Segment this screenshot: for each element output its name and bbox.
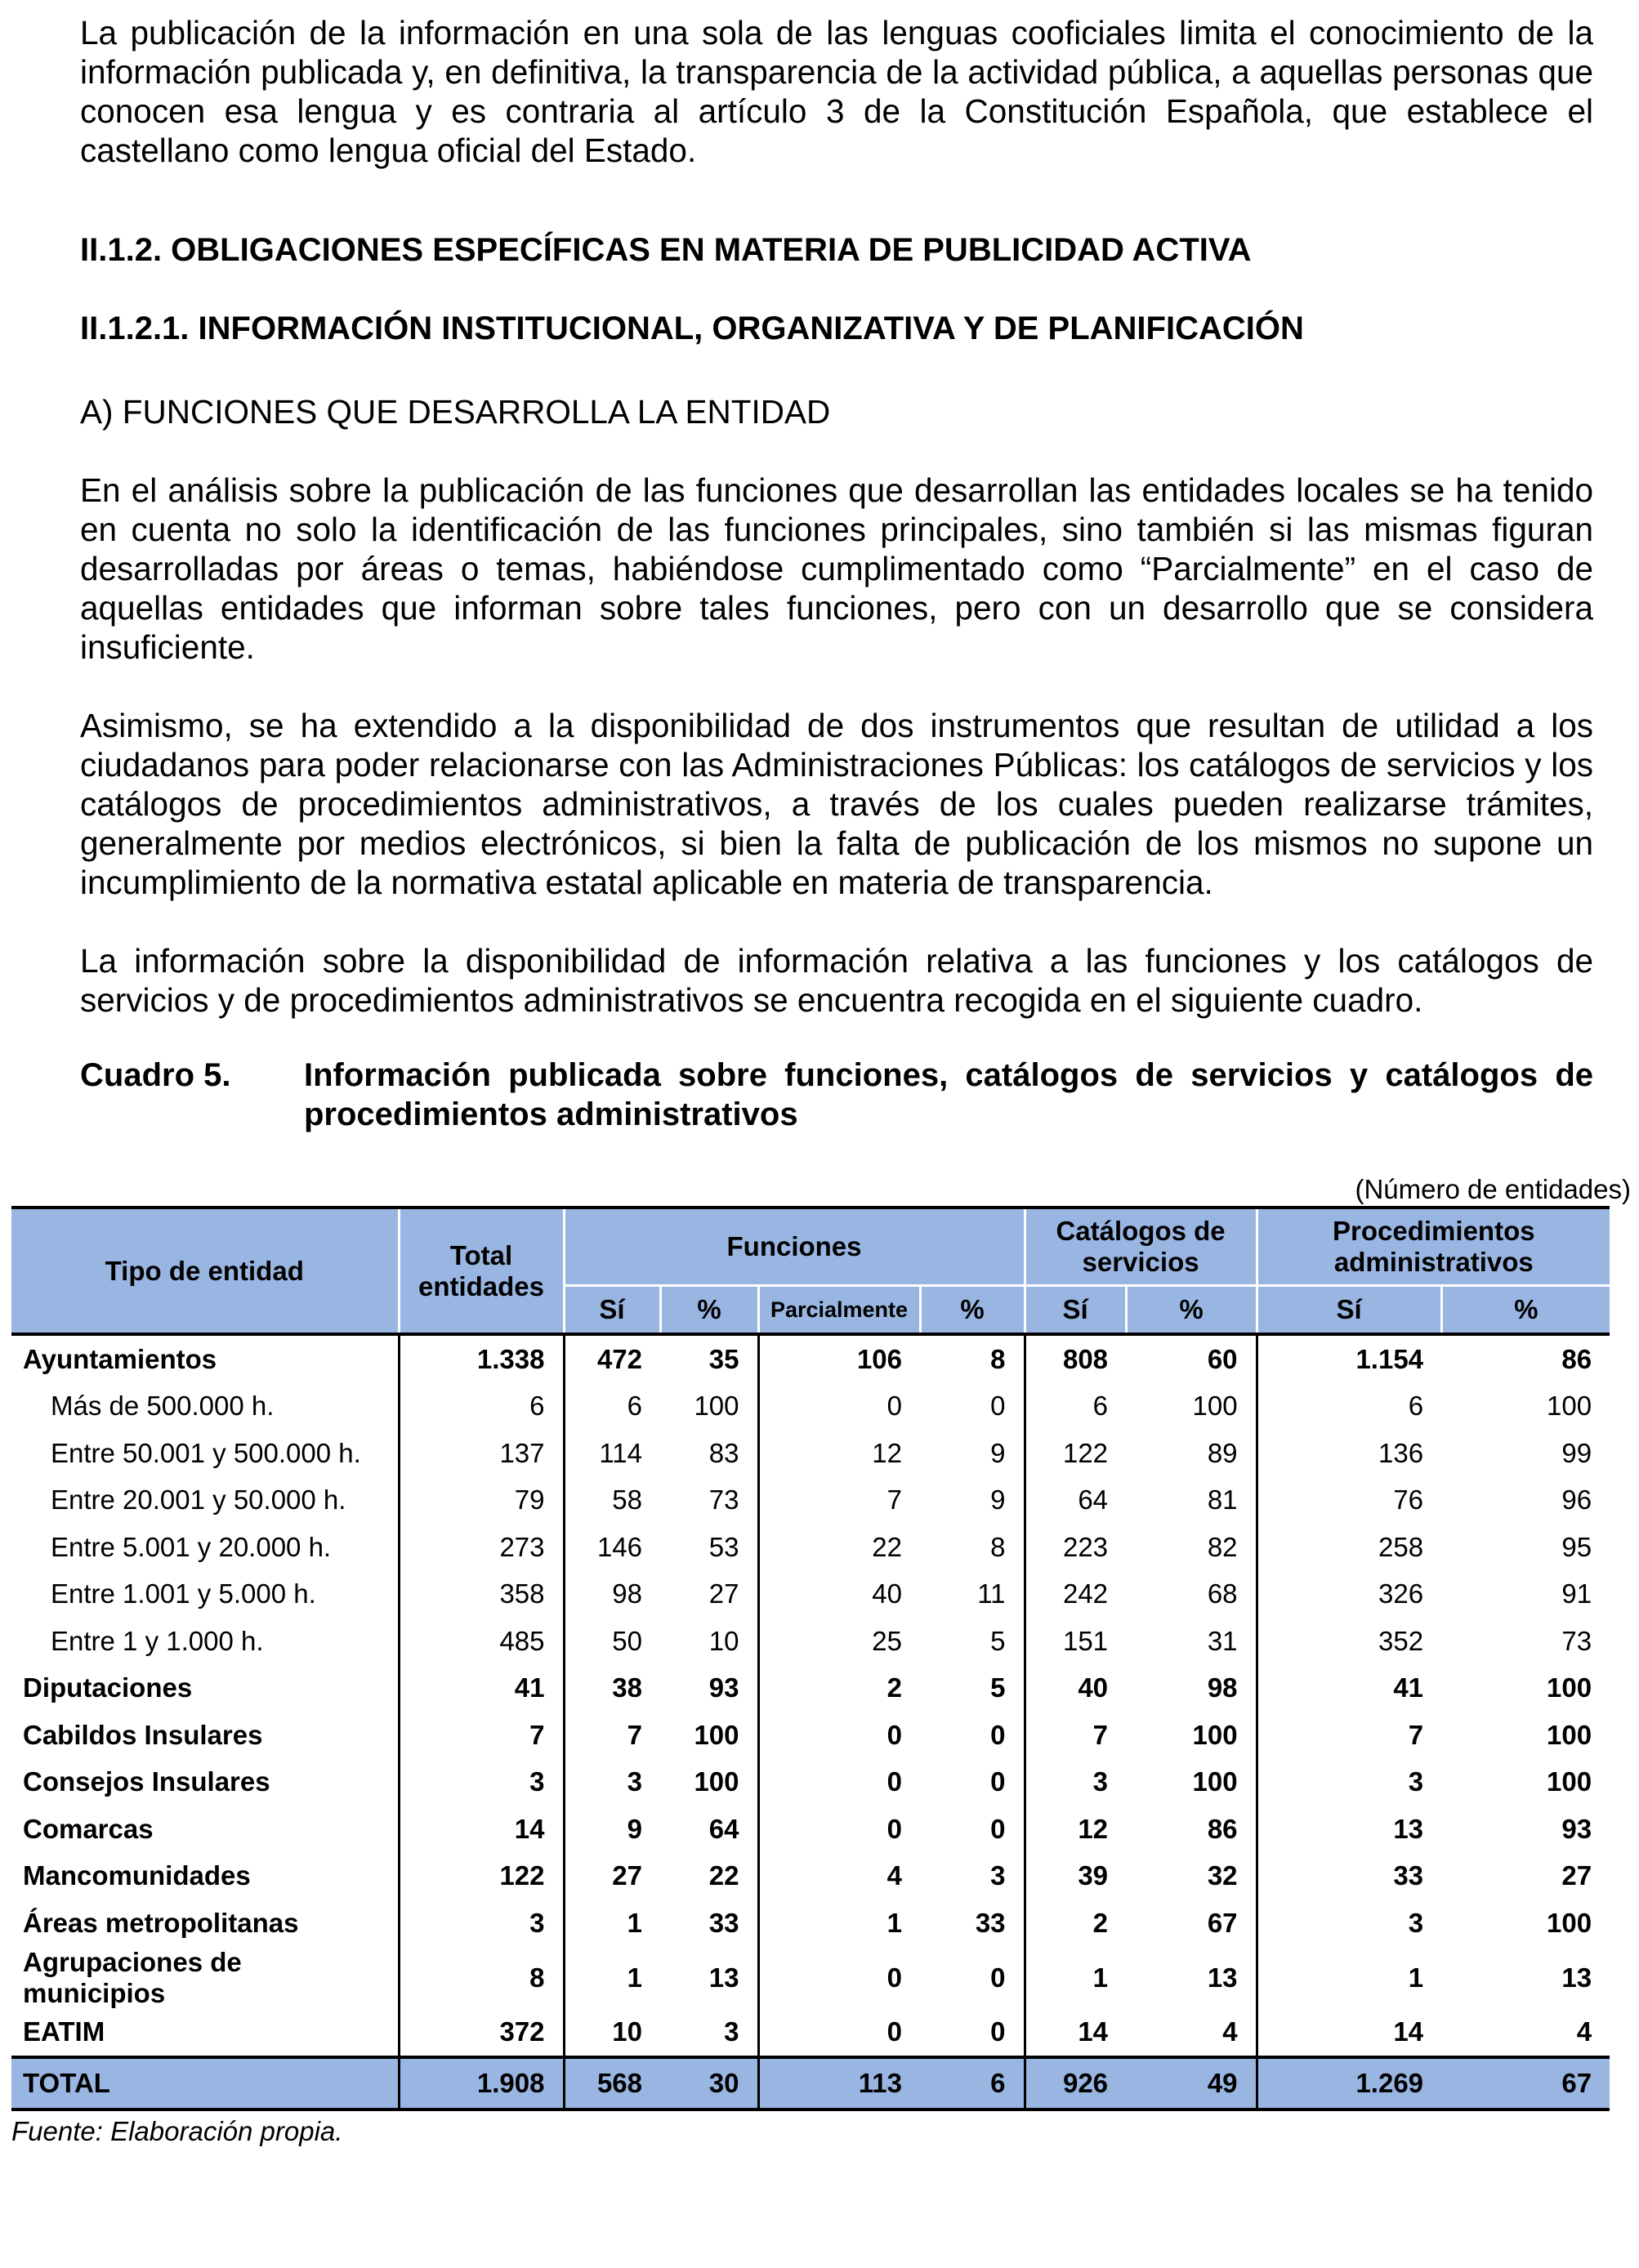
total-cell: 1.269 bbox=[1257, 2057, 1441, 2110]
table-cell: 151 bbox=[1025, 1618, 1126, 1665]
table-cell: 33 bbox=[708, 1907, 739, 1938]
total-cell: 6 bbox=[920, 2057, 1025, 2110]
table-cell: 100 bbox=[1192, 1719, 1238, 1750]
table-cell: 352 bbox=[1257, 1618, 1441, 1665]
table-cell: 9 bbox=[564, 1806, 660, 1853]
table-cell: 6 bbox=[1025, 1383, 1126, 1431]
table-cell: 13 bbox=[1207, 1962, 1238, 1993]
table-cell: 1 bbox=[1257, 1947, 1441, 2009]
total-cell: 30 bbox=[660, 2057, 758, 2110]
total-label: TOTAL bbox=[11, 2057, 399, 2110]
table-cell: 64 bbox=[1025, 1477, 1126, 1525]
table-cell: 0 bbox=[990, 1391, 1006, 1422]
table-cell: 1.338 bbox=[399, 1334, 564, 1383]
table-cell: 10 bbox=[708, 1625, 739, 1656]
table-row bbox=[11, 1900, 1610, 1947]
table-cell: 13 bbox=[1257, 1806, 1441, 1853]
table-cell: 27 bbox=[1561, 1860, 1592, 1891]
table-cell: 14 bbox=[1257, 2009, 1441, 2058]
table-cell: 73 bbox=[708, 1484, 739, 1516]
row-label: Cabildos Insulares bbox=[23, 1719, 263, 1750]
table-cell: 3 bbox=[399, 1759, 564, 1806]
row-label: Entre 50.001 y 500.000 h. bbox=[51, 1437, 361, 1468]
table-cell: 114 bbox=[564, 1430, 660, 1477]
table-cell: 0 bbox=[990, 1962, 1006, 1993]
table-cell: 39 bbox=[1025, 1853, 1126, 1900]
paragraph-analisis-funciones: En el análisis sobre la publicación de las funciones que desarrollan las entidades locales se ha tenido en cuenta no solo la identificación de las funciones principales, sino también si las mismas figuran desarrolladas por áreas o temas, habiéndose cumplimentado como “Parcialmente” en el caso de aquellas entidades que informan sobre tales funciones, pero con un desarrollo que se considera insuficiente. bbox=[80, 471, 1593, 666]
table-cell: 40 bbox=[1025, 1665, 1126, 1712]
table-cell: 86 bbox=[1207, 1813, 1238, 1844]
paragraph-lenguas-cooficiales: La publicación de la información en una sola de las lenguas cooficiales limita el conocimiento de la información publicada y, en definitiva, la transparencia de la actividad pública, a aquellas personas que conocen esa lengua y es contraria al artículo 3 de la Constitución Española, que establece el castellano como lengua oficial del Estado. bbox=[80, 14, 1593, 169]
header-funciones: Funciones bbox=[564, 1208, 1025, 1286]
table-cell: 95 bbox=[1561, 1531, 1592, 1562]
table-cell: 41 bbox=[1257, 1665, 1441, 1712]
subheader-catalogos-si: Sí bbox=[1025, 1286, 1126, 1335]
table-row bbox=[11, 1947, 1610, 2009]
table-cell: 31 bbox=[1207, 1625, 1238, 1656]
table-cell: 93 bbox=[1561, 1813, 1592, 1844]
header-procedimientos: Procedimientos administrativos bbox=[1257, 1208, 1610, 1286]
table-total-row bbox=[11, 2057, 1610, 2110]
table-cell: 9 bbox=[990, 1484, 1006, 1516]
row-label: Entre 20.001 y 50.000 h. bbox=[51, 1484, 346, 1516]
table-cell: 273 bbox=[399, 1524, 564, 1571]
table-cell: 13 bbox=[1561, 1962, 1592, 1993]
table-row bbox=[11, 1853, 1610, 1900]
row-label: Áreas metropolitanas bbox=[23, 1907, 299, 1938]
paragraph-instrumentos: Asimismo, se ha extendido a la disponibilidad de dos instrumentos que resultan de utilidad a los ciudadanos para poder relacionarse con las Administraciones Públicas: los catálogos de servicios y los catálogos de procedimientos administrativos, a través de los cuales pueden realizarse trámites, generalmente por medios electrónicos, si bien la falta de publicación de los mismos no supone un incumplimiento de la normativa estatal aplicable en materia de transparencia. bbox=[80, 707, 1593, 901]
table-cell: 0 bbox=[990, 1766, 1006, 1797]
table-cell: 1 bbox=[564, 1900, 660, 1947]
table-row bbox=[11, 1712, 1610, 1759]
section-heading-obligaciones: II.1.2. OBLIGACIONES ESPECÍFICAS EN MATERIA DE PUBLICIDAD ACTIVA bbox=[80, 232, 1252, 268]
table-row bbox=[11, 2009, 1610, 2058]
row-label: Más de 500.000 h. bbox=[51, 1391, 275, 1422]
table-cell: 13 bbox=[708, 1962, 739, 1993]
table-cell: 0 bbox=[758, 1806, 920, 1853]
table-cell: 40 bbox=[758, 1571, 920, 1618]
table-row bbox=[11, 1430, 1610, 1477]
table-cell: 100 bbox=[1192, 1766, 1238, 1797]
table-cell: 122 bbox=[1025, 1430, 1126, 1477]
table-cell: 64 bbox=[708, 1813, 739, 1844]
row-label: Diputaciones bbox=[23, 1672, 193, 1703]
table-row bbox=[11, 1571, 1610, 1618]
table-cell: 106 bbox=[758, 1334, 920, 1383]
table-row bbox=[11, 1759, 1610, 1806]
table-cell: 12 bbox=[758, 1430, 920, 1477]
table-cell: 25 bbox=[758, 1618, 920, 1665]
table-row bbox=[11, 1383, 1610, 1431]
table-cell: 0 bbox=[990, 2016, 1006, 2047]
table-cell: 76 bbox=[1257, 1477, 1441, 1525]
table-cell: 33 bbox=[975, 1907, 1006, 1938]
table-cell: 89 bbox=[1207, 1437, 1238, 1468]
subheader-catalogos-pct: % bbox=[1126, 1286, 1257, 1335]
table-cell: 14 bbox=[1025, 2009, 1126, 2058]
total-cell: 49 bbox=[1126, 2057, 1257, 2110]
table-cell: 10 bbox=[564, 2009, 660, 2058]
table-cell: 32 bbox=[1207, 1860, 1238, 1891]
table-cell: 0 bbox=[990, 1719, 1006, 1750]
table-row bbox=[11, 1334, 1610, 1383]
table-cell: 3 bbox=[399, 1900, 564, 1947]
table-cell: 0 bbox=[758, 1947, 920, 2009]
table-unit-note: (Número de entidades) bbox=[1355, 1174, 1631, 1204]
table-cell: 0 bbox=[990, 1813, 1006, 1844]
table-cell: 98 bbox=[564, 1571, 660, 1618]
table-cell: 5 bbox=[990, 1625, 1006, 1656]
subheader-procedimientos-si: Sí bbox=[1257, 1286, 1441, 1335]
table-cell: 223 bbox=[1025, 1524, 1126, 1571]
total-cell: 568 bbox=[564, 2057, 660, 2110]
table-cell: 100 bbox=[1547, 1719, 1592, 1750]
table-cell: 136 bbox=[1257, 1430, 1441, 1477]
table-cell: 4 bbox=[758, 1853, 920, 1900]
table-cell: 472 bbox=[564, 1334, 660, 1383]
row-label: Mancomunidades bbox=[23, 1860, 251, 1891]
table-cell: 73 bbox=[1561, 1625, 1592, 1656]
table-cell: 6 bbox=[1257, 1383, 1441, 1431]
table-cell: 2 bbox=[758, 1665, 920, 1712]
table-body bbox=[11, 1334, 1610, 2057]
table-cell: 7 bbox=[1025, 1712, 1126, 1759]
table-cell: 4 bbox=[1222, 2016, 1238, 2047]
row-label: Entre 5.001 y 20.000 h. bbox=[51, 1531, 332, 1562]
table-cell: 22 bbox=[708, 1860, 739, 1891]
table-cell: 79 bbox=[399, 1477, 564, 1525]
table-cell: 91 bbox=[1561, 1578, 1592, 1609]
table-cell: 60 bbox=[1207, 1343, 1238, 1374]
table-cell: 6 bbox=[564, 1383, 660, 1431]
row-label: Ayuntamientos bbox=[23, 1343, 217, 1374]
table-cell: 33 bbox=[1257, 1853, 1441, 1900]
header-catalogos-servicios: Catálogos de servicios bbox=[1025, 1208, 1257, 1286]
table-cell: 6 bbox=[399, 1383, 564, 1431]
table-cell: 12 bbox=[1025, 1806, 1126, 1853]
table-cell: 38 bbox=[564, 1665, 660, 1712]
table-cell: 326 bbox=[1257, 1571, 1441, 1618]
table-cell: 96 bbox=[1561, 1484, 1592, 1516]
table-cell: 27 bbox=[564, 1853, 660, 1900]
section-heading-informacion-institucional: II.1.2.1. INFORMACIÓN INSTITUCIONAL, ORGANIZATIVA Y DE PLANIFICACIÓN bbox=[80, 310, 1304, 346]
subheader-funciones-si: Sí bbox=[564, 1286, 660, 1335]
table-cell: 27 bbox=[708, 1578, 739, 1609]
table-cell: 11 bbox=[977, 1578, 1006, 1609]
row-label: Entre 1.001 y 5.000 h. bbox=[51, 1578, 316, 1609]
table-cell: 808 bbox=[1025, 1334, 1126, 1383]
row-label: Entre 1 y 1.000 h. bbox=[51, 1625, 264, 1656]
table-cell: 7 bbox=[758, 1477, 920, 1525]
table-cell: 7 bbox=[564, 1712, 660, 1759]
table-cell: 1 bbox=[758, 1900, 920, 1947]
table-row bbox=[11, 1524, 1610, 1571]
subheader-funciones-pct: % bbox=[660, 1286, 758, 1335]
table-cell: 14 bbox=[399, 1806, 564, 1853]
table-cell: 8 bbox=[990, 1531, 1006, 1562]
table-cell: 82 bbox=[1207, 1531, 1238, 1562]
table-row bbox=[11, 1618, 1610, 1665]
table-cell: 0 bbox=[758, 1383, 920, 1431]
table-cell: 100 bbox=[1547, 1766, 1592, 1797]
table-cell: 68 bbox=[1207, 1578, 1238, 1609]
table-cell: 41 bbox=[399, 1665, 564, 1712]
table-cell: 35 bbox=[708, 1343, 739, 1374]
table-cell: 100 bbox=[1192, 1391, 1238, 1422]
table-cell: 4 bbox=[1576, 2016, 1592, 2047]
table-cell: 100 bbox=[694, 1766, 739, 1797]
table-cell: 22 bbox=[758, 1524, 920, 1571]
subsection-heading-funciones: A) FUNCIONES QUE DESARROLLA LA ENTIDAD bbox=[80, 393, 831, 431]
table-cell: 122 bbox=[399, 1853, 564, 1900]
subheader-parcialmente: Parcialmente bbox=[758, 1286, 920, 1335]
table-source-note: Fuente: Elaboración propia. bbox=[11, 2116, 343, 2146]
subheader-procedimientos-pct: % bbox=[1441, 1286, 1610, 1335]
table-cell: 3 bbox=[1025, 1759, 1126, 1806]
subheader-parcialmente-pct: % bbox=[920, 1286, 1025, 1335]
table-cell: 86 bbox=[1561, 1343, 1592, 1374]
table-cell: 1.154 bbox=[1257, 1334, 1441, 1383]
table-cell: 7 bbox=[1257, 1712, 1441, 1759]
table-cell: 100 bbox=[1547, 1391, 1592, 1422]
table-cell: 100 bbox=[694, 1719, 739, 1750]
paragraph-cuadro-intro: La información sobre la disponibilidad de información relativa a las funciones y los catálogos de servicios y de procedimientos administrativos se encuentra recogida en el siguiente cuadro. bbox=[80, 942, 1593, 1019]
table-cell: 3 bbox=[1257, 1900, 1441, 1947]
cuadro-5-table bbox=[11, 1206, 1610, 2111]
table-cell: 67 bbox=[1207, 1907, 1238, 1938]
table-cell: 58 bbox=[564, 1477, 660, 1525]
total-cell: 67 bbox=[1441, 2057, 1610, 2110]
table-cell: 100 bbox=[1547, 1672, 1592, 1703]
table-cell: 137 bbox=[399, 1430, 564, 1477]
table-cell: 83 bbox=[708, 1437, 739, 1468]
table-cell: 98 bbox=[1207, 1672, 1238, 1703]
table-cell: 0 bbox=[758, 1759, 920, 1806]
table-cell: 99 bbox=[1561, 1437, 1592, 1468]
table-cell: 100 bbox=[694, 1391, 739, 1422]
table-cell: 50 bbox=[564, 1618, 660, 1665]
total-cell: 113 bbox=[758, 2057, 920, 2110]
table-cell: 100 bbox=[1547, 1907, 1592, 1938]
table-row bbox=[11, 1806, 1610, 1853]
row-label: Comarcas bbox=[23, 1813, 154, 1844]
table-cell: 7 bbox=[399, 1712, 564, 1759]
table-cell: 3 bbox=[564, 1759, 660, 1806]
table-cell: 53 bbox=[708, 1531, 739, 1562]
table-cell: 1 bbox=[564, 1947, 660, 2009]
table-cell: 358 bbox=[399, 1571, 564, 1618]
table-cell: 8 bbox=[399, 1947, 564, 2009]
table-cell: 485 bbox=[399, 1618, 564, 1665]
header-tipo-entidad: Tipo de entidad bbox=[11, 1208, 399, 1334]
table-cell: 242 bbox=[1025, 1571, 1126, 1618]
row-label: EATIM bbox=[23, 2016, 105, 2047]
table-cell: 372 bbox=[399, 2009, 564, 2058]
table-row bbox=[11, 1665, 1610, 1712]
table-cell: 3 bbox=[1257, 1759, 1441, 1806]
row-label: Agrupaciones de municipios bbox=[23, 1946, 242, 2008]
table-cell: 3 bbox=[724, 2016, 739, 2047]
table-cell: 0 bbox=[758, 1712, 920, 1759]
total-cell: 926 bbox=[1025, 2057, 1126, 2110]
row-label: Consejos Insulares bbox=[23, 1766, 270, 1797]
table-cell: 1 bbox=[1025, 1947, 1126, 2009]
table-caption-number: Cuadro 5. bbox=[80, 1057, 231, 1093]
table-cell: 2 bbox=[1025, 1900, 1126, 1947]
total-cell: 1.908 bbox=[399, 2057, 564, 2110]
table-cell: 8 bbox=[990, 1343, 1006, 1374]
table-cell: 3 bbox=[990, 1860, 1006, 1891]
table-caption-title: Información publicada sobre funciones, catálogos de servicios y catálogos de procedimientos administrativos bbox=[304, 1057, 1593, 1132]
table-cell: 9 bbox=[990, 1437, 1006, 1468]
table-cell: 258 bbox=[1257, 1524, 1441, 1571]
header-total-entidades: Total entidades bbox=[399, 1208, 564, 1334]
table-cell: 93 bbox=[708, 1672, 739, 1703]
table-cell: 0 bbox=[758, 2009, 920, 2058]
table-cell: 81 bbox=[1207, 1484, 1238, 1516]
table-cell: 146 bbox=[564, 1524, 660, 1571]
table-cell: 5 bbox=[990, 1672, 1006, 1703]
table-row bbox=[11, 1477, 1610, 1525]
